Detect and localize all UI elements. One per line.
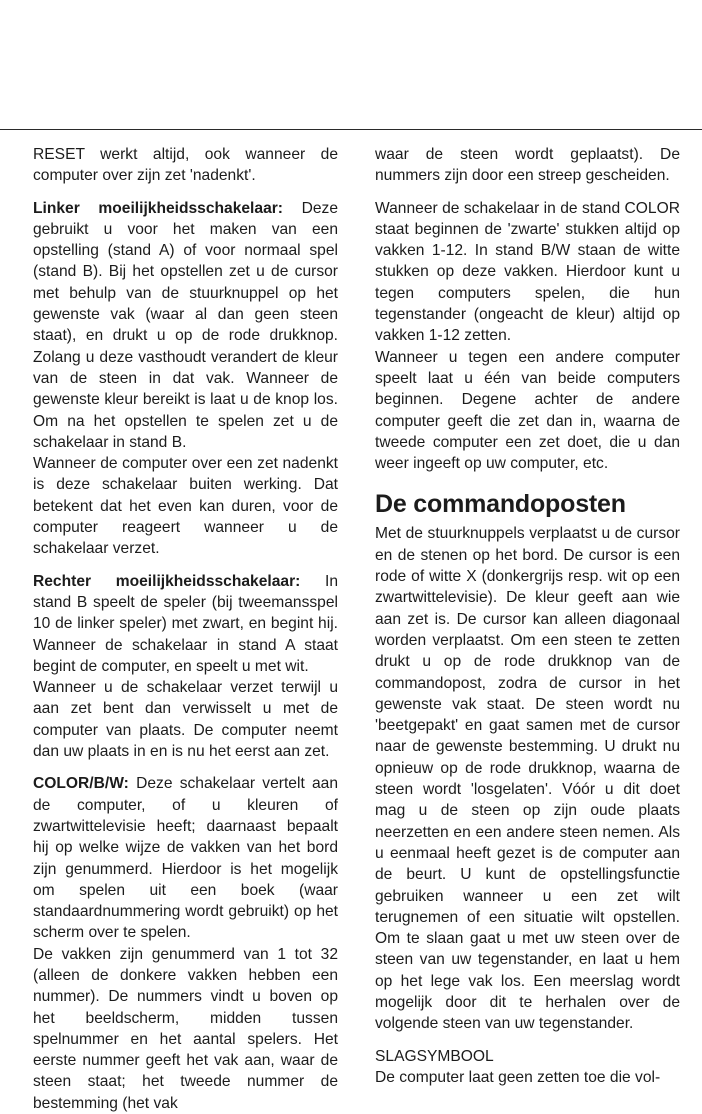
top-rule xyxy=(0,129,702,130)
computer-thinking-paragraph: Wanneer de computer over een zet nadenkt is deze schakelaar buiten werking. Dat betekent dat het even kan duren, voor de computer reageert wanneer u de schakelaar verzet. xyxy=(33,455,338,558)
color-mode-paragraph: Wanneer de schakelaar in de stand COLOR staat beginnen de 'zwarte' stukken altijd op vakken 1-12. In stand B/W staan de witte stukken op deze vakken. Hierdoor kunt u tegen computers spelen, die hun tegenstander (ongeacht de kleur) altijd op vakken 1-12 zetten. xyxy=(375,199,680,345)
left-difficulty-label: Linker moeilijkheidsschakelaar: xyxy=(33,199,283,217)
color-bw-label: COLOR/B/W: xyxy=(33,775,129,793)
subheading: SLAGSYMBOOL xyxy=(375,1047,494,1065)
left-difficulty-text: Deze gebruikt u voor het maken van een opstelling (stand A) of voor normaal spel (stand B). Bij het opstellen zet u de cursor met behulp van de stuurknuppel op het gewenste vak (waar al dan geen steen staat), en drukt u op de rode drukknop. Zolang u deze vasthoudt verandert de kleur van de steen in dat vak. Wanneer de gewenste kleur bereikt is laat u de knop los. Om na het opstellen te spelen zet u de schakelaar in stand B. xyxy=(33,199,338,451)
right-column xyxy=(375,144,680,1088)
color-bw-paragraph xyxy=(33,773,338,943)
joystick-paragraph: Met de stuurknuppels verplaatst u de cursor en de stenen op het bord. De cursor is een rode of witte X (donkergrijs resp. wit op een zwartwittelevisie). De kleur geeft aan wie aan zet is. De cursor kan alleen diagonaal worden verplaatst. Om een steen te zetten drukt u op de rode drukknop van de commandopost, zodra de cursor in het gewenste vak staat. De steen wordt nu 'beetgepakt' en gaat samen met de cursor naar de gewenste bestemming. U drukt nu opnieuw op de rode drukknop, waarna de steen wordt 'losgelaten'. Vóór u dit doet mag u de steen op zijn oude plaats neerzetten en een andere steen nemen. Als u eenmaal heeft gezet is de computer aan de beurt. U kunt de opstellingsfunctie gebruiken wanneer u een zet wilt terugnemen of een situatie wilt opstellen. Om te slaan gaat u met uw steen over de steen van uw tegenstander, en laat u hem op het lege vak los. Een meerslag wordt mogelijk door dit te herhalen over de volgende steen van uw tegenstander. xyxy=(375,525,680,1033)
left-difficulty-paragraph xyxy=(33,198,338,454)
reset-paragraph: RESET werkt altijd, ook wanneer de computer over zijn zet 'nadenkt'. xyxy=(33,146,338,185)
section-heading: De commandoposten xyxy=(375,490,626,519)
right-difficulty-paragraph xyxy=(33,571,338,677)
right-difficulty-text: In stand B speelt de speler (bij tweemansspel 10 de linker speler) met zwart, en begint hij. Wanneer de schakelaar in stand A staat begint de computer, en speelt u met wit. xyxy=(33,572,338,675)
numbering-paragraph: De vakken zijn genummerd van 1 tot 32 (alleen de donkere vakken hebben een nummer). De nummers vindt u boven op het beeldscherm, midden tussen spelnummer en het aantal spelers. Het eerste nummer geeft het vak aan, waar de steen staat; het tweede nummer de bestemming (het vak xyxy=(33,945,338,1112)
switch-places-paragraph: Wanneer u de schakelaar verzet terwijl u aan zet bent dan verwisselt u met de computer van plaats. De computer neemt dan uw plaats in en is nu het eerst aan zet. xyxy=(33,679,338,761)
right-difficulty-label: Rechter moeilijkheidsschakelaar: xyxy=(33,572,301,590)
numbering-continued-paragraph: waar de steen wordt geplaatst). De nummers zijn door een streep gescheiden. xyxy=(375,146,680,185)
color-bw-text: Deze schakelaar vertelt aan de computer, of u kleuren of zwartwittelevisie heeft; daarnaast bepaalt hij op welke wijze de vakken van het bord zijn genummerd. Hierdoor is het mogelijk om spelen uit een boek (waar standaardnummering wordt gebruikt) op het scherm over te spelen. xyxy=(33,775,338,942)
left-column xyxy=(33,144,338,1114)
slag-paragraph: De computer laat geen zetten toe die vol- xyxy=(375,1068,661,1086)
two-computers-paragraph: Wanneer u tegen een andere computer speelt laat u één van beide computers beginnen. Degene achter de andere computer geeft die zet dan in, waarna de tweede computer een zet doet, die u dan weer ingeeft op uw computer, etc. xyxy=(375,348,680,473)
